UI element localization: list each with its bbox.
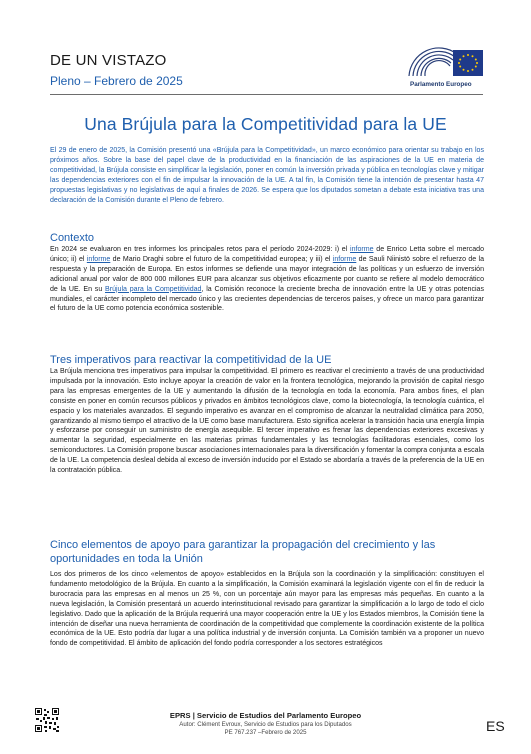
link-brujula[interactable]: Brújula para la Competitividad bbox=[105, 285, 202, 293]
header-divider bbox=[50, 94, 483, 95]
logo-caption: Parlamento Europeo bbox=[410, 81, 472, 88]
footer-org: EPRS | Servicio de Estudios del Parlamento Europeo bbox=[169, 711, 362, 720]
text-run: de Sauli Niinistö sobre el refuerzo de la respuesta y la preparación de Europa. En estos informes se defiende una mayor integración de las políticas y un esfuerzo de inversión adicional anual por valor de 800 000 millones EUR para alcanzar sus objetivos eficazmente por cuanto se refiere al modelo democrático de la UE. En su bbox=[50, 255, 485, 293]
session-label: Pleno – Febrero de 2025 bbox=[50, 74, 183, 88]
footer-reference: PE 767.237 –Febrero de 2025 bbox=[224, 729, 307, 736]
document-title: Una Brújula para la Competitividad para la UE bbox=[84, 114, 447, 134]
section-heading-elementos: Cinco elementos de apoyo para garantizar la propagación del crecimiento y las oportunidades en toda la Unión bbox=[50, 539, 436, 565]
text-run: En 2024 se evaluaron en tres informes los principales retos para el período 2024-2029: i) el bbox=[50, 246, 351, 253]
section-heading-imperativos: Tres imperativos para reactivar la competitividad de la UE bbox=[50, 354, 332, 366]
link-informe-niinisto[interactable]: informe bbox=[332, 255, 357, 263]
language-code: ES bbox=[486, 718, 505, 734]
link-informe-letta[interactable]: informe bbox=[350, 246, 374, 253]
text-run: , la Comisión reconoce la creciente brecha de innovación entre la UE y otras potencias mundiales, el carácter incompleto del mercado único y las crecientes dependencias de terceros países, y ofrece un marco para garantizar el futuro de la UE como potencia económica sostenible. bbox=[50, 285, 484, 313]
footer-author: Autor: Clément Evroux, Servicio de Estudios para los Diputados bbox=[179, 721, 352, 728]
section-body-imperativos: La Brújula menciona tres imperativos para impulsar la competitividad. El primero es reactivar el crecimiento a través de una productividad impulsada por la innovación. Esto incluye apoyar la creación de valor en la frontera tecnológica, mejorando la provisión de capital riesgo para las empresas emergentes de la UE y aumentando la difusión de la tecnología en toda la economía. Para ambos fines, el plan consiste en poner en común recursos públicos y privados en ámbitos tecnológicos clave, como la biotecnología, la tecnología cuántica, el espacio y los materiales avanzados. El segundo imperativo es avanzar en el compromiso de alcanzar la neutralidad climática para 2050, garantizando al mismo tiempo el atractivo de la UE como base manufacturera. Esto significa acelerar la transición hacia una energía limpia y esforzarse por conseguir un suministro de energía asequible. El tercer imperativo es frenar las dependencias exteriores excesivas y aumentar la seguridad, especialmente en las materias primas fundamentales y las tecnologías facilitadoras esenciales, como los semiconductores. La Comisión propone buscar asociaciones internacionales para la diversificación y fomentar la compra conjunta a escala de la UE. La competencia desleal debida al exceso de inversión inducido por el Estado se abordaría a través de la preferencia de la UE en la contratación pública. bbox=[50, 368, 485, 475]
text-run: de Enrico Letta sobre el mercado único; ii) el bbox=[50, 246, 485, 263]
intro-paragraph: El 29 de enero de 2025, la Comisión presentó una «Brújula para la Competitividad», un marco económico para orientar su trabajo en los próximos años. Sobre la base del papel clave de la productividad en la financiación de las aspiraciones de la UE en materia de competitividad, la Brújula consiste en simplificar la legislación, poner en común la inversión privada y pública en tecnologías clave y mitigar las dependencias exteriores con el fin de impulsar la innovación de la UE. A tal fin, la Comisión tiene la intención de presentar hasta 47 propuestas legislativas y no legislativas de aquí a finales de 2026. Se espera que los diputados sometan a debate esta iniciativa tras una declaración de la Comisión durante el Pleno de febrero. bbox=[50, 147, 484, 204]
series-label: DE UN VISTAZO bbox=[50, 52, 167, 69]
section-heading-contexto: Contexto bbox=[50, 232, 95, 244]
section-body-elementos: Los dos primeros de los cinco «elementos de apoyo» establecidos en la Brújula son la coordinación y la simplificación: constituyen el fundamento metodológico de la Brújula. En cuanto a la simplificación, la Comisión examinará la legislación vigente con el fin de reducir la burocracia para las empresas en al menos un 25 %, con un porcentaje aún mayor para las empresas más pequeñas. En cuanto a la nueva legislación, la Comisión presentará un acuerdo interinstitucional revisado para garantizar la simplificación a lo largo de todo el ciclo legislativo. Dado que la aplicación de la Brújula requerirá una mayor cooperación entre la UE y los Estados miembros, la Comisión tiene la intención de diseñar una nueva herramienta de coordinación de la competitividad que complemente la coordinación existente de la política económica de la UE. Esto podría dar lugar a una política industrial y de inversión conjunta. La Comisión también va a proponer un nuevo fondo de competitividad. El ámbito de aplicación del fondo podría corresponder a los sectores estratégicos bbox=[50, 571, 484, 648]
text-run: de Mario Draghi sobre el futuro de la competitividad europea; y iii) el bbox=[110, 255, 333, 263]
link-informe-draghi[interactable]: informe bbox=[86, 255, 111, 263]
section-body-contexto bbox=[50, 245, 484, 314]
